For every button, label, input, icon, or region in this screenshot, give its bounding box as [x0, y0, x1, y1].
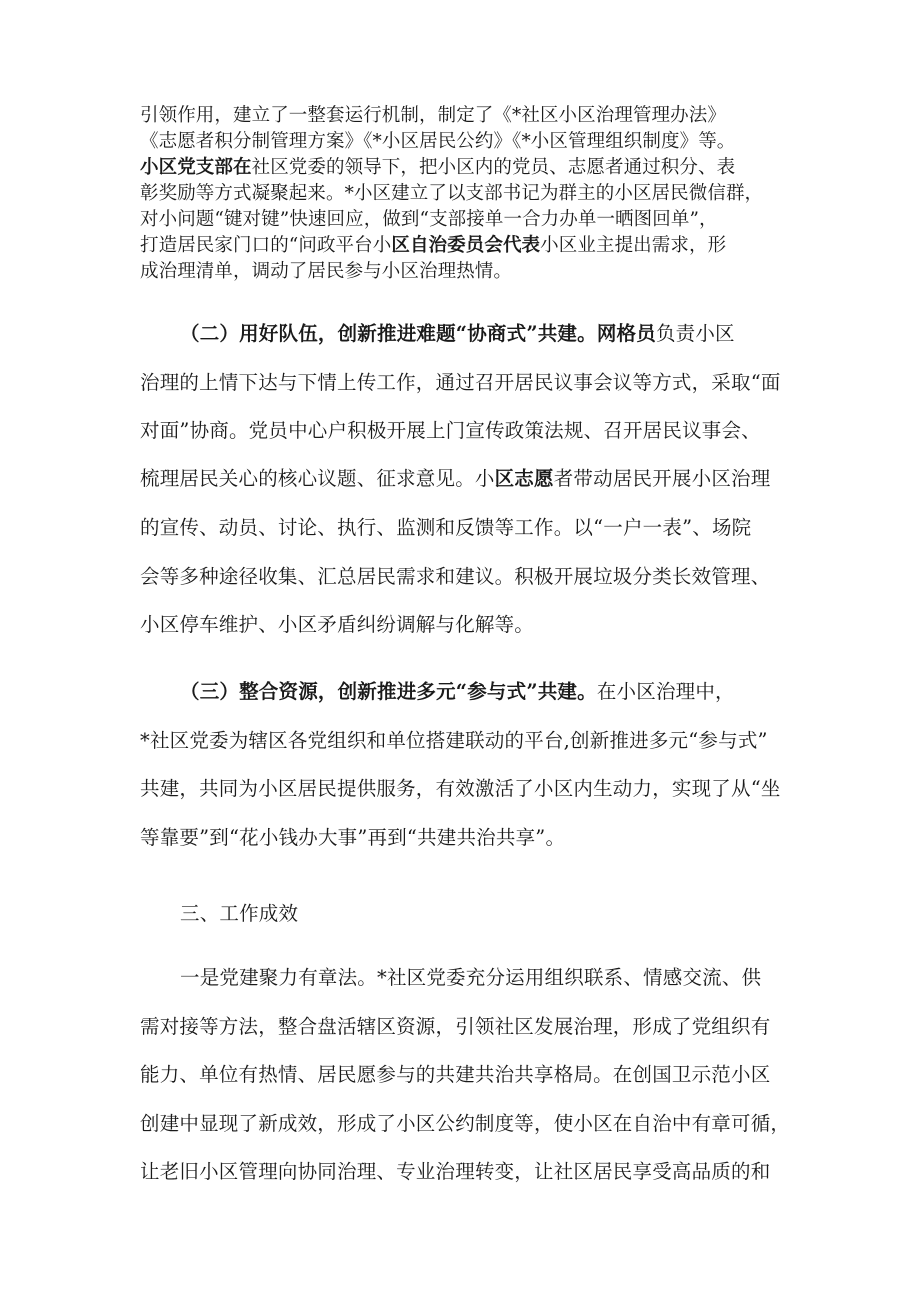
- text-run: 梳理居民关心的核心议题、征求意见。小: [140, 467, 495, 490]
- text-run: 打造居民家门口的“问政平台小: [140, 235, 392, 256]
- text-run: 负责小区: [655, 322, 735, 345]
- paragraph-line: [140, 234, 726, 258]
- text-run: 在小区治理中，: [596, 680, 735, 703]
- bold-text: （三）整合资源，创新推进多元“参与式”共建。: [180, 680, 597, 703]
- section-heading: [180, 322, 735, 346]
- paragraph-line: 让老旧小区管理向协同治理、专业治理转变，让社区居民享受高品质的和: [140, 1160, 771, 1183]
- paragraph-line: 共建，共同为小区居民提供服务，有效激活了小区内生动力，实现了从“坐: [140, 777, 781, 800]
- paragraph-line: 一是党建聚力有章法。*社区党委充分运用组织联系、情感交流、供: [180, 966, 762, 989]
- paragraph-line: [140, 467, 770, 491]
- paragraph-line: 对面”协商。党员中心户积极开展上门宣传政策法规、召开居民议事会、: [140, 419, 761, 442]
- paragraph-line: 成治理清单，调动了居民参与小区治理热情。: [140, 261, 513, 282]
- text-run: 小区业主提出需求，形: [540, 235, 727, 256]
- bold-text: 区志愿: [494, 467, 554, 490]
- paragraph-line: 小区停车维护、小区矛盾纠纷调解与化解等。: [140, 613, 535, 636]
- text-run: 社区党委的领导下，把小区内的党员、志愿者通过积分、表: [251, 157, 736, 178]
- paragraph-line: 彰奖励等方式凝聚起来。*小区建立了以支部书记为群主的小区居民微信群，: [140, 183, 764, 204]
- bold-text: 区自治委员会代表: [391, 235, 541, 256]
- paragraph-line: 的宣传、动员、讨论、执行、监测和反馈等工作。以“一户一表”、场院: [140, 516, 752, 539]
- paragraph-line: 创建中显现了新成效，形成了小区公约制度等，使小区在自治中有章可循，: [140, 1112, 791, 1135]
- paragraph-line: 治理的上情下达与下情上传工作，通过召开居民议事会议等方式，采取“面: [140, 371, 781, 394]
- paragraph-line: 需对接等方法，整合盘活辖区资源，引领社区发展治理，形成了党组织有: [140, 1015, 771, 1038]
- paragraph-line: [140, 156, 735, 180]
- paragraph-line: *社区党委为辖区各党组织和单位搭建联动的平台,创新推进多元“参与式”: [140, 729, 768, 752]
- bold-text: 小区党支部在: [140, 157, 252, 178]
- paragraph-line: 对小问题“键对键”快速回应，做到“支部接单一合力办单一晒图回单”，: [140, 209, 718, 230]
- paragraph-line: 等靠要”到“花小钱办大事”再到“共建共治共享”。: [140, 826, 566, 849]
- paragraph-line: 能力、单位有热情、居民愿参与的共建共治共享格局。在创国卫示范小区: [140, 1063, 771, 1086]
- text-run: 者带动居民开展小区治理: [553, 467, 771, 490]
- paragraph-line: 会等多种途径收集、汇总居民需求和建议。积极开展垃圾分类长效管理、: [140, 565, 771, 588]
- results-title: 三、工作成效: [180, 902, 299, 925]
- paragraph-line: 《志愿者积分制管理方案》《*小区居民公约》《*小区管理组织制度》等。: [140, 131, 736, 152]
- section-heading: [180, 680, 735, 704]
- paragraph-line: 引领作用，建立了一整套运行机制，制定了《*社区小区治理管理办法》: [140, 105, 726, 126]
- bold-text: （二）用好队伍，创新推进难题“协商式”共建。网格员: [180, 322, 656, 345]
